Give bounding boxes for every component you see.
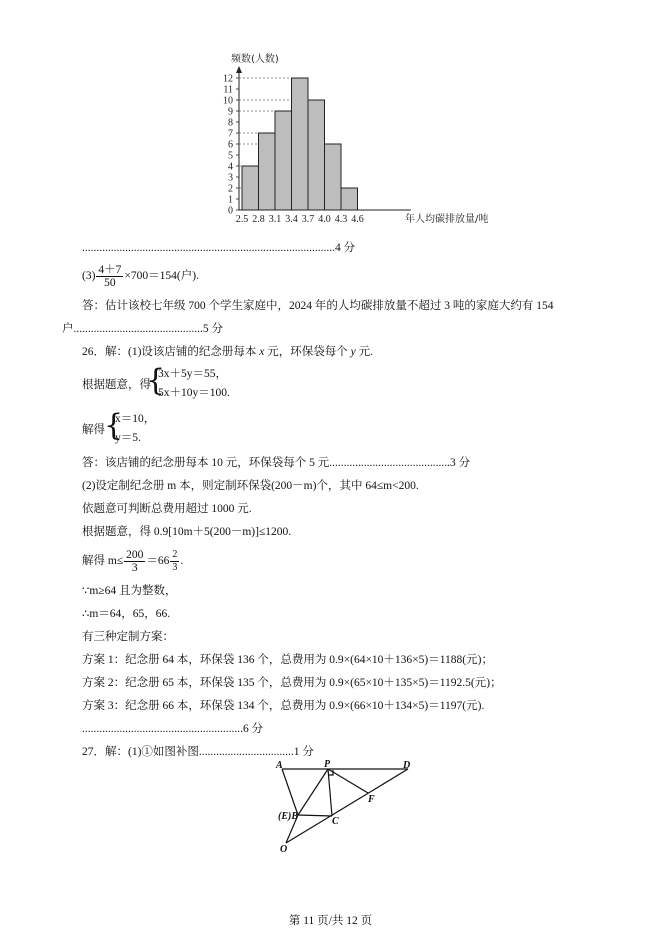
solution-2: y＝5.	[115, 432, 141, 444]
answer-line-2: 答：该店铺的纪念册每本 10 元，环保袋每个 5 元..........................................3 分	[82, 457, 471, 469]
part2-line-4	[82, 549, 183, 574]
q26-var-x: x	[259, 346, 265, 358]
y-tick-label: 3	[228, 172, 233, 184]
x-tick-label: 3.7	[301, 214, 315, 225]
part2-line-6: ∴m＝64，65，66.	[82, 608, 171, 620]
part2-line-2: 依题意可判断总费用超过 1000 元.	[82, 503, 252, 515]
score-line-6: ........................................................6 分	[82, 723, 264, 735]
y-axis-label: 频数(人数)	[231, 54, 279, 65]
label-P: P	[324, 759, 331, 770]
equation-intro: 根据题意，得	[82, 379, 151, 391]
label-A: A	[276, 760, 283, 771]
geometry-figure	[270, 760, 420, 855]
p5-mixed-fraction	[170, 549, 179, 574]
y-tick-label: 2	[228, 183, 233, 195]
q27-line: 27．解：(1)①如图补图.................................1 分	[82, 746, 314, 758]
line-AB	[282, 769, 298, 815]
y-tick-label: 5	[228, 150, 233, 162]
x-tick-label: 2.5	[235, 214, 249, 225]
q3-rest: ×700＝154(户).	[124, 270, 199, 283]
q26-var-y: y	[350, 346, 356, 358]
label-D: D	[403, 760, 411, 771]
x-tick-label: 3.1	[268, 214, 282, 225]
x-tick-label: 4.3	[334, 214, 348, 225]
x-tick-label: 4.6	[351, 214, 364, 225]
histogram-bar	[275, 111, 292, 210]
x-axis-label: 年人均碳排放量/吨	[405, 214, 489, 225]
histogram-bar	[292, 78, 309, 210]
solution-intro: 解得	[82, 424, 105, 436]
y-tick-label: 11	[223, 84, 233, 96]
y-tick-label: 4	[228, 161, 233, 173]
q3-prefix: (3)	[82, 270, 96, 283]
p5-mixed-numerator: 2	[172, 549, 178, 560]
p5-prefix: 解得 m≤	[82, 555, 124, 568]
q26-mid: 元，环保袋每个	[264, 346, 351, 358]
line-PC	[328, 769, 332, 816]
line-PB	[298, 769, 328, 815]
plan-3: 方案 3：纪念册 66 本，环保袋 134 个，总费用为 0.9×(66×10＋134×5)＝1197(元).	[82, 700, 485, 712]
histogram-bar	[341, 188, 358, 210]
q3-fraction	[96, 264, 123, 289]
y-axis-arrow	[236, 66, 242, 73]
q26-line	[82, 344, 373, 360]
q26-text: 26．解：(1)设该店铺的纪念册每本	[82, 346, 260, 358]
q26-end: 元.	[355, 346, 374, 358]
p5-numerator: 200	[126, 549, 144, 561]
p5-denominator: 3	[131, 562, 138, 574]
y-tick-label: 7	[228, 128, 233, 140]
part2-line-3: 根据题意，得 0.9[10m＋5(200－m)]≤1200.	[82, 526, 292, 538]
label-EB: (E)B	[278, 811, 298, 822]
part2-line-7: 有三种定制方案：	[82, 631, 174, 643]
x-tick-label: 3.4	[285, 214, 298, 225]
x-tick-label: 2.8	[252, 214, 265, 225]
equation-1: 3x＋5y＝55，	[158, 368, 227, 380]
y-tick-label: 0	[228, 205, 233, 217]
answer-line-1: 答：估计该校七年级 700 个学生家庭中，2024 年的人均碳排放量不超过 3 吨的家庭大约有 154	[82, 300, 554, 312]
p5-end: .	[180, 555, 184, 568]
solution-1: x＝10，	[115, 413, 156, 425]
p5-mixed-denominator: 3	[172, 562, 178, 573]
q3-line	[82, 264, 199, 289]
answer-line-1b: 户.............................................5 分	[62, 323, 223, 335]
x-tick-label: 4.0	[318, 214, 331, 225]
histogram-chart	[215, 48, 489, 228]
histogram-bar	[259, 133, 276, 210]
plan-2: 方案 2：纪念册 65 本，环保袋 135 个，总费用为 0.9×(65×10＋135×5)＝1192.5(元)；	[82, 677, 502, 689]
page-footer: 第 11 页/共 12 页	[288, 915, 373, 927]
plan-1: 方案 1：纪念册 64 本，环保袋 136 个，总费用为 0.9×(64×10＋136×5)＝1188(元)；	[82, 654, 493, 666]
p5-fraction	[124, 549, 145, 574]
equation-brace: {	[146, 363, 166, 398]
y-tick-label: 8	[228, 117, 233, 129]
q3-denominator: 50	[104, 277, 116, 289]
y-tick-label: 10	[223, 95, 233, 107]
label-C: C	[332, 816, 339, 827]
part2-line: (2)设定制纪念册 m 本，则定制环保袋(200－m)个，其中 64≤m<200.	[82, 480, 419, 492]
y-tick-label: 1	[228, 194, 233, 206]
histogram-bar	[242, 166, 259, 210]
score-line-4: ........................................................................................4 分	[82, 242, 356, 254]
histogram-bar	[308, 100, 325, 210]
line-PF	[328, 769, 368, 793]
y-tick-label: 12	[223, 73, 233, 85]
label-O: O	[280, 844, 288, 855]
part2-line-5: ∵m≥64 且为整数，	[82, 585, 177, 597]
p5-mid: ＝66	[146, 555, 170, 568]
q3-numerator: 4＋7	[98, 264, 122, 276]
label-F: F	[368, 794, 375, 805]
y-tick-label: 6	[228, 139, 233, 151]
histogram-bar	[325, 144, 342, 210]
line-BC	[298, 815, 332, 816]
solution-brace: {	[104, 408, 124, 443]
y-tick-label: 9	[228, 106, 233, 118]
equation-2: 5x＋10y＝100.	[158, 387, 230, 399]
